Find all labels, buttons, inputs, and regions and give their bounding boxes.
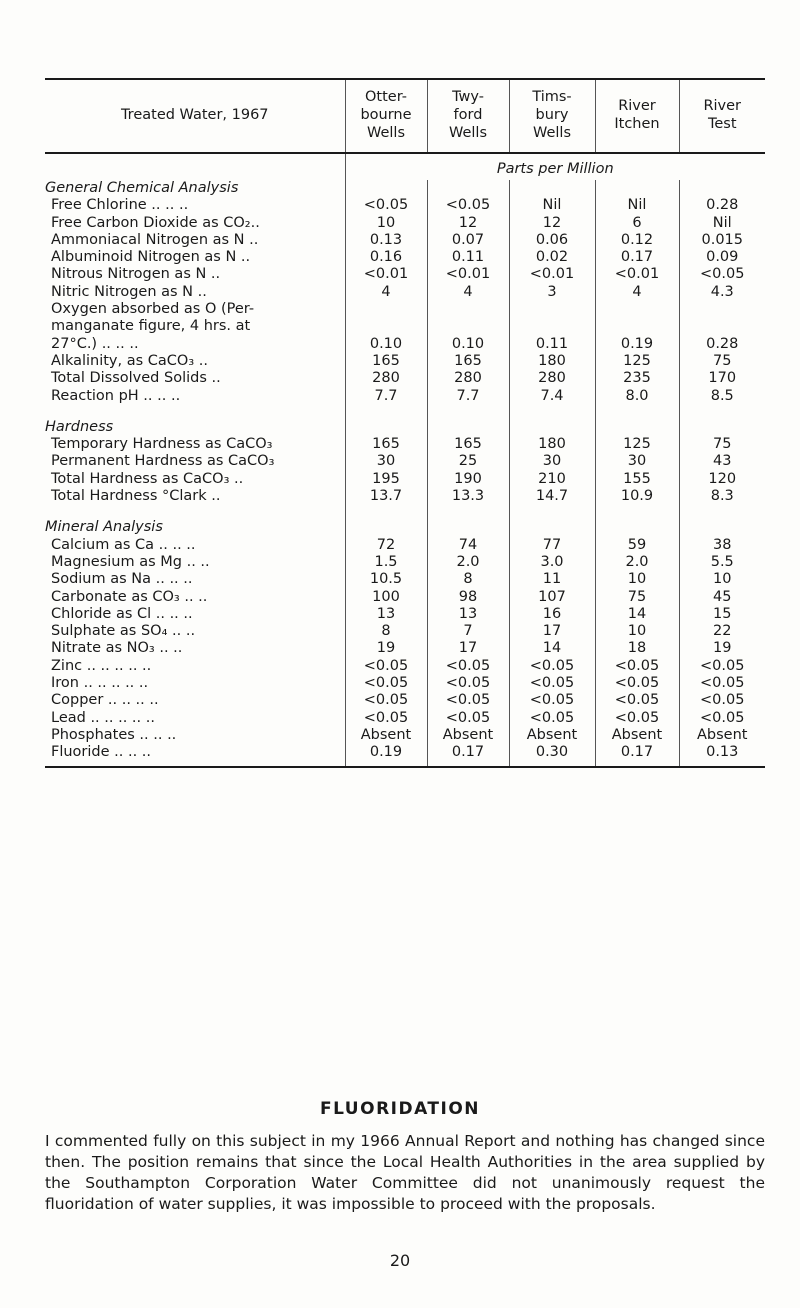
spacer-cell [427,505,509,519]
spacer-cell [595,505,679,519]
table-row [45,284,765,301]
empty-cell [509,180,595,197]
value-cell: 8.0 [595,388,679,405]
row-label: Alkalinity, as CaCO₃ .. [51,352,208,369]
section-title: Hardness [45,418,114,435]
table-row [45,353,765,370]
spacer-cell [345,405,427,419]
value-cell: <0.01 [345,266,427,283]
value-cell: 5.5 [679,554,765,571]
value-cell: <0.05 [427,658,509,675]
value-cell: 8.3 [679,488,765,505]
row-label: Sodium as Na .. .. .. [51,571,193,588]
value-cell: 30 [595,453,679,470]
row-label: Reaction pH .. .. .. [51,387,181,404]
value-cell: 0.28 [679,197,765,214]
section-heading: FLUORIDATION [319,1099,481,1119]
spacer-cell [679,405,765,419]
value-cell: 280 [345,370,427,387]
table-row [45,589,765,606]
units-label: Parts per Million [345,153,765,180]
value-cell: <0.05 [679,710,765,727]
value-cell: <0.05 [509,658,595,675]
value-cell [509,301,595,318]
empty-cell [427,419,509,436]
spacer-cell [679,505,765,519]
value-cell: 11 [509,571,595,588]
value-cell: 165 [427,436,509,453]
row-label: manganate figure, 4 hrs. at [51,318,251,335]
table-row [45,388,765,405]
empty-cell [679,419,765,436]
value-cell: 17 [427,640,509,657]
value-cell: <0.05 [427,197,509,214]
value-cell: <0.05 [345,197,427,214]
value-cell: 180 [509,353,595,370]
value-cell: 22 [679,623,765,640]
section-title-row [45,519,765,536]
value-cell: Nil [509,197,595,214]
body-paragraph: I commented fully on this subject in my 1966 Annual Report and nothing has changed since then. The position remains that since the Local Health Authorities in the area supplied by the Southampton Corporation Water Committee did not unanimously request the fluoridation of water supplies, it was impossible to proceed with the proposals. [45,1132,765,1213]
row-label: Permanent Hardness as CaCO₃ [51,453,275,470]
spacer-cell [509,405,595,419]
value-cell [679,318,765,335]
empty-cell [345,180,427,197]
table-row [45,640,765,657]
table-row [45,318,765,335]
spacer-cell [509,505,595,519]
value-cell: 280 [427,370,509,387]
value-cell: Absent [509,727,595,744]
value-cell: 2.0 [595,554,679,571]
value-cell [345,301,427,318]
page-number: 20 [389,1251,411,1270]
value-cell [679,301,765,318]
value-cell: 10 [345,215,427,232]
value-cell: 17 [509,623,595,640]
table-header-row [45,79,765,153]
value-cell: 0.28 [679,336,765,353]
value-cell: 77 [509,537,595,554]
value-cell: 125 [595,436,679,453]
value-cell [345,318,427,335]
table-row [45,232,765,249]
value-cell: <0.05 [679,658,765,675]
value-cell: 235 [595,370,679,387]
value-cell: 7.7 [345,388,427,405]
value-cell: 190 [427,471,509,488]
value-cell: 210 [509,471,595,488]
units-spacer [45,153,345,180]
value-cell: 19 [345,640,427,657]
value-cell [509,318,595,335]
value-cell: 59 [595,537,679,554]
table-row [45,453,765,470]
value-cell: 125 [595,353,679,370]
value-cell: Absent [427,727,509,744]
table-row [45,301,765,318]
row-label: Fluoride .. .. .. [45,744,345,766]
value-cell: 8 [427,571,509,588]
value-cell: 170 [679,370,765,387]
value-cell: <0.05 [345,675,427,692]
value-cell: <0.05 [345,658,427,675]
empty-cell [509,419,595,436]
table-row [45,537,765,554]
value-cell: 4 [427,284,509,301]
table-row [45,370,765,387]
value-cell [595,301,679,318]
value-cell: 19 [679,640,765,657]
row-label: Phosphates .. .. .. [51,726,177,743]
value-cell: 0.11 [509,336,595,353]
row-label: Magnesium as Mg .. .. [51,553,210,570]
row-label: Free Chlorine .. .. .. [51,197,189,214]
row-label: Total Hardness °Clark .. [51,488,221,505]
table-row [45,554,765,571]
value-cell: <0.05 [345,692,427,709]
table-row [45,623,765,640]
row-label: Free Carbon Dioxide as CO₂.. [51,214,260,231]
value-cell: 6 [595,215,679,232]
value-cell: 45 [679,589,765,606]
spacer-cell [45,505,345,519]
table-row [45,336,765,353]
table-row [45,710,765,727]
table-body [45,153,765,767]
value-cell: 30 [345,453,427,470]
spacer-row [45,405,765,419]
value-cell: Nil [595,197,679,214]
table-row [45,744,765,766]
value-cell: Absent [345,727,427,744]
value-cell: 10.9 [595,488,679,505]
value-cell: 0.12 [595,232,679,249]
value-cell: 0.30 [509,744,595,766]
value-cell: 13.3 [427,488,509,505]
column-header-otterbourne: Otter- bourne Wells [345,79,427,153]
value-cell: 0.19 [595,336,679,353]
value-cell: 25 [427,453,509,470]
value-cell: 4 [345,284,427,301]
empty-cell [595,519,679,536]
value-cell: 3 [509,284,595,301]
value-cell: 0.17 [427,744,509,766]
empty-cell [679,180,765,197]
value-cell: 12 [427,215,509,232]
value-cell: 0.015 [679,232,765,249]
value-cell: <0.05 [595,692,679,709]
value-cell: <0.05 [509,692,595,709]
table-row [45,488,765,505]
table-row [45,692,765,709]
value-cell: <0.05 [509,675,595,692]
column-header-river-test: River Test [679,79,765,153]
row-label: Total Dissolved Solids .. [51,370,221,387]
value-cell: <0.01 [427,266,509,283]
section-title-row [45,180,765,197]
table-row [45,215,765,232]
table-row [45,727,765,744]
value-cell: 0.17 [595,249,679,266]
value-cell: 13 [345,606,427,623]
value-cell: 180 [509,436,595,453]
row-label: Oxygen absorbed as O (Per- [51,301,255,318]
value-cell: 8.5 [679,388,765,405]
table-row [45,658,765,675]
value-cell: <0.05 [345,710,427,727]
value-cell: 8 [345,623,427,640]
value-cell: 75 [679,353,765,370]
value-cell: 165 [427,353,509,370]
value-cell: 75 [679,436,765,453]
empty-cell [509,519,595,536]
value-cell: 38 [679,537,765,554]
value-cell: 0.17 [595,744,679,766]
table-row [45,249,765,266]
row-label: 27°C.) .. .. .. [51,335,139,352]
value-cell: 74 [427,537,509,554]
table-row [45,606,765,623]
table-row [45,197,765,214]
table-row [45,266,765,283]
value-cell: 1.5 [345,554,427,571]
value-cell: <0.05 [427,710,509,727]
empty-cell [679,519,765,536]
water-analysis-table [45,78,765,768]
empty-cell [595,180,679,197]
value-cell [595,318,679,335]
column-header-river-itchen: River Itchen [595,79,679,153]
value-cell: 14 [509,640,595,657]
column-header-twyford: Twy- ford Wells [427,79,509,153]
value-cell: 10.5 [345,571,427,588]
row-label: Total Hardness as CaCO₃ .. [51,470,244,487]
value-cell: 13.7 [345,488,427,505]
table-row [45,436,765,453]
value-cell: 3.0 [509,554,595,571]
table-row [45,675,765,692]
value-cell: 10 [679,571,765,588]
value-cell: 0.13 [345,232,427,249]
spacer-cell [427,405,509,419]
value-cell: Absent [679,727,765,744]
value-cell [427,318,509,335]
value-cell: <0.01 [509,266,595,283]
spacer-cell [595,405,679,419]
value-cell: 13 [427,606,509,623]
value-cell: 7.4 [509,388,595,405]
value-cell: 18 [595,640,679,657]
value-cell: 4 [595,284,679,301]
row-label: Sulphate as SO₄ .. .. [51,623,196,640]
value-cell: 0.10 [345,336,427,353]
value-cell: 155 [595,471,679,488]
row-label: Lead .. .. .. .. .. [51,709,155,726]
row-label: Nitric Nitrogen as N .. [51,283,207,300]
value-cell: <0.05 [427,692,509,709]
value-cell: 43 [679,453,765,470]
value-cell: 14 [595,606,679,623]
water-analysis-table-wrapper [45,78,765,768]
row-label: Chloride as Cl .. .. .. [51,605,193,622]
row-label: Copper .. .. .. .. [51,692,159,709]
value-cell: <0.05 [595,675,679,692]
value-cell: Absent [595,727,679,744]
value-cell: 4.3 [679,284,765,301]
value-cell: 14.7 [509,488,595,505]
row-label: Ammoniacal Nitrogen as N .. [51,231,259,248]
section-title: General Chemical Analysis [45,180,239,196]
value-cell: <0.05 [679,692,765,709]
table-row [45,571,765,588]
value-cell: <0.05 [427,675,509,692]
column-header-timsbury: Tims- bury Wells [509,79,595,153]
value-cell: Nil [679,215,765,232]
value-cell: 98 [427,589,509,606]
value-cell: 7 [427,623,509,640]
empty-cell [345,419,427,436]
value-cell: <0.05 [595,658,679,675]
value-cell: <0.05 [679,675,765,692]
value-cell: 0.06 [509,232,595,249]
value-cell: 16 [509,606,595,623]
value-cell: 165 [345,353,427,370]
empty-cell [345,519,427,536]
value-cell: 0.09 [679,249,765,266]
value-cell: <0.05 [509,710,595,727]
value-cell: 7.7 [427,388,509,405]
value-cell: 165 [345,436,427,453]
value-cell: 0.10 [427,336,509,353]
section-title: Mineral Analysis [45,519,163,536]
value-cell: <0.01 [595,266,679,283]
value-cell: 10 [595,623,679,640]
empty-cell [427,180,509,197]
row-label: Albuminoid Nitrogen as N .. [51,249,251,266]
value-cell: 100 [345,589,427,606]
value-cell: 280 [509,370,595,387]
spacer-cell [345,505,427,519]
row-label: Calcium as Ca .. .. .. [51,536,196,553]
table-title: Treated Water, 1967 [45,79,345,153]
table-row [45,471,765,488]
value-cell: 72 [345,537,427,554]
empty-cell [595,419,679,436]
value-cell: 0.07 [427,232,509,249]
value-cell: <0.05 [679,266,765,283]
value-cell: 10 [595,571,679,588]
units-row [45,153,765,180]
empty-cell [427,519,509,536]
value-cell: 30 [509,453,595,470]
value-cell: 195 [345,471,427,488]
value-cell: 107 [509,589,595,606]
spacer-cell [45,405,345,419]
value-cell: 75 [595,589,679,606]
spacer-row [45,505,765,519]
value-cell: 2.0 [427,554,509,571]
value-cell: 0.02 [509,249,595,266]
value-cell: <0.05 [595,710,679,727]
row-label: Temporary Hardness as CaCO₃ [51,436,273,453]
row-label: Nitrous Nitrogen as N .. [51,266,221,283]
value-cell [427,301,509,318]
row-label: Zinc .. .. .. .. .. [51,657,152,674]
value-cell: 15 [679,606,765,623]
value-cell: 12 [509,215,595,232]
row-label: Nitrate as NO₃ .. .. [51,640,183,657]
section-title-row [45,419,765,436]
value-cell: 0.11 [427,249,509,266]
value-cell: 120 [679,471,765,488]
row-label: Carbonate as CO₃ .. .. [51,588,208,605]
row-label: Iron .. .. .. .. .. [51,675,149,692]
value-cell: 0.19 [345,744,427,766]
value-cell: 0.16 [345,249,427,266]
value-cell: 0.13 [679,744,765,766]
